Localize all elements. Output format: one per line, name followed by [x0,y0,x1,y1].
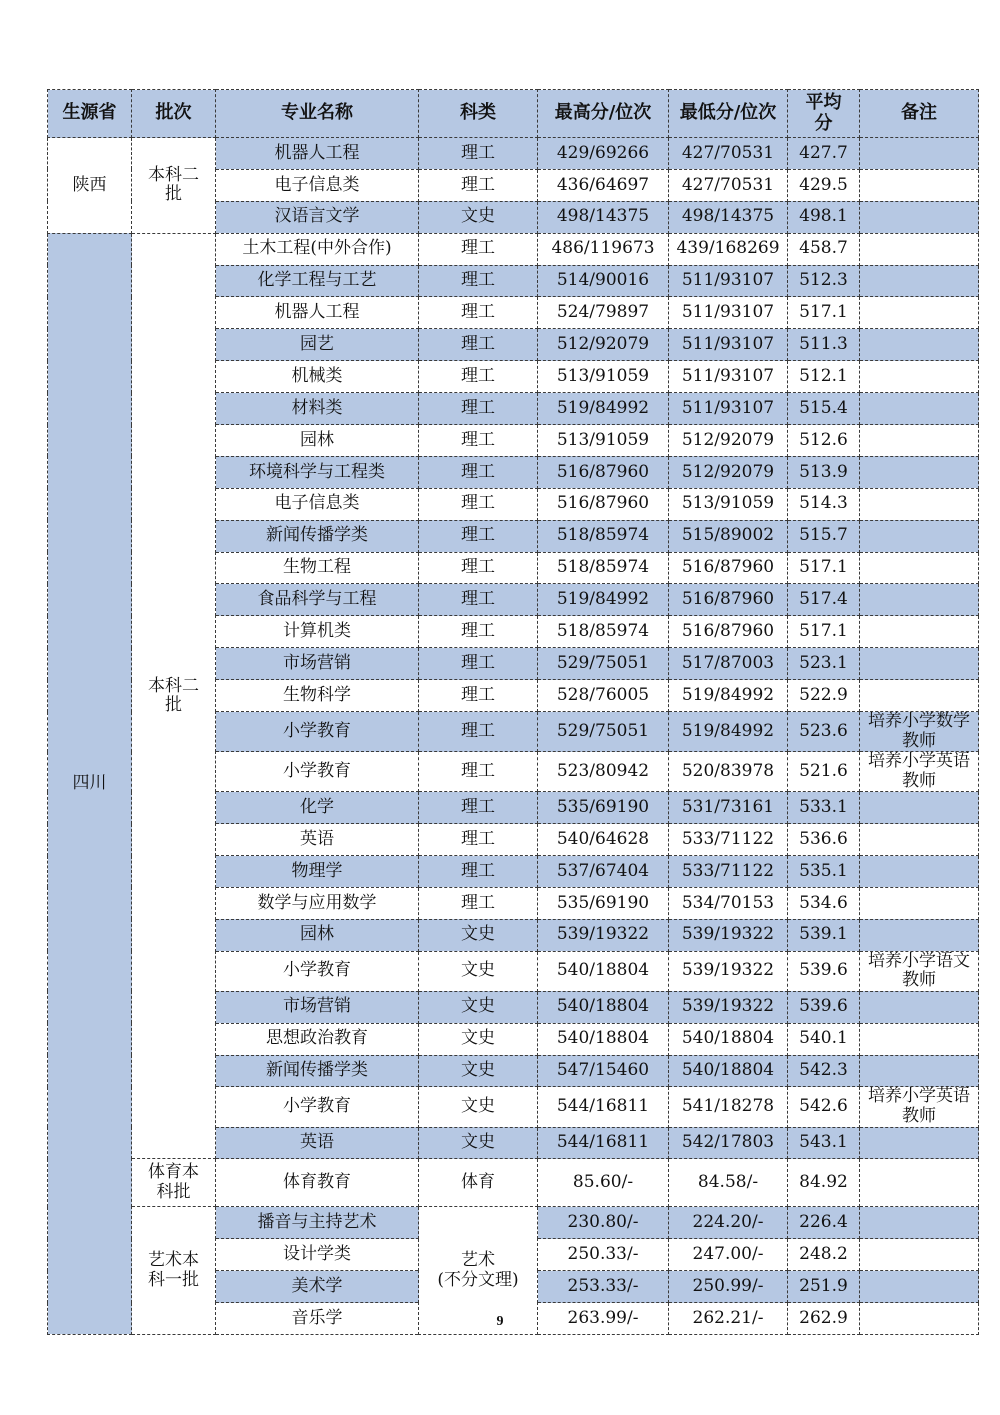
major-cell: 播音与主持艺术 [216,1207,419,1239]
max-score-cell: 519/84992 [538,393,669,425]
avg-score-cell: 515.4 [788,393,860,425]
max-score-cell: 540/18804 [538,951,669,991]
major-cell: 电子信息类 [216,488,419,520]
type-cell: 文史 [419,1023,538,1055]
max-score-cell: 513/91059 [538,361,669,393]
batch-cell: 本科二 批 [132,138,216,234]
max-score-cell: 516/87960 [538,456,669,488]
type-cell: 理工 [419,648,538,680]
type-cell: 理工 [419,169,538,201]
avg-score-cell: 517.1 [788,297,860,329]
avg-score-cell: 522.9 [788,680,860,712]
avg-score-cell: 540.1 [788,1023,860,1055]
min-score-cell: 516/87960 [669,616,788,648]
min-score-cell: 517/87003 [669,648,788,680]
note-cell [860,1239,979,1271]
major-cell: 材料类 [216,393,419,425]
max-score-cell: 230.80/- [538,1207,669,1239]
province-cell: 陕西 [48,138,132,234]
max-score-cell: 250.33/- [538,1239,669,1271]
major-cell: 化学 [216,792,419,824]
major-cell: 生物工程 [216,552,419,584]
max-score-cell: 529/75051 [538,712,669,752]
note-cell [860,680,979,712]
type-cell: 文史 [419,1055,538,1087]
max-score-cell: 540/64628 [538,824,669,856]
type-cell: 理工 [419,752,538,792]
major-cell: 电子信息类 [216,169,419,201]
note-cell [860,616,979,648]
type-cell: 理工 [419,233,538,265]
note-cell [860,201,979,233]
max-score-cell: 547/15460 [538,1055,669,1087]
note-cell [860,361,979,393]
avg-score-cell: 536.6 [788,824,860,856]
note-cell [860,1023,979,1055]
max-score-cell: 516/87960 [538,488,669,520]
major-cell: 新闻传播学类 [216,1055,419,1087]
note-cell: 培养小学英语教师 [860,1087,979,1127]
major-cell: 新闻传播学类 [216,520,419,552]
note-cell: 培养小学数学教师 [860,712,979,752]
major-cell: 思想政治教育 [216,1023,419,1055]
avg-score-cell: 539.6 [788,951,860,991]
max-score-cell: 263.99/- [538,1303,669,1335]
note-cell: 培养小学英语教师 [860,752,979,792]
note-cell [860,425,979,457]
note-cell [860,1159,979,1207]
note-cell [860,991,979,1023]
max-score-cell: 518/85974 [538,520,669,552]
max-score-cell: 540/18804 [538,1023,669,1055]
major-cell: 美术学 [216,1271,419,1303]
major-cell: 小学教育 [216,752,419,792]
header-major: 专业名称 [216,90,419,138]
major-cell: 英语 [216,824,419,856]
min-score-cell: 262.21/- [669,1303,788,1335]
major-cell: 英语 [216,1127,419,1159]
min-score-cell: 512/92079 [669,425,788,457]
min-score-cell: 427/70531 [669,138,788,170]
avg-score-cell: 226.4 [788,1207,860,1239]
note-cell [860,856,979,888]
min-score-cell: 541/18278 [669,1087,788,1127]
min-score-cell: 531/73161 [669,792,788,824]
avg-score-cell: 248.2 [788,1239,860,1271]
note-cell [860,456,979,488]
min-score-cell: 511/93107 [669,265,788,297]
min-score-cell: 512/92079 [669,456,788,488]
max-score-cell: 540/18804 [538,991,669,1023]
batch-cell: 本科二 批 [132,233,216,1159]
type-cell: 理工 [419,488,538,520]
table-row [48,138,979,170]
max-score-cell: 539/19322 [538,919,669,951]
min-score-cell: 539/19322 [669,991,788,1023]
avg-score-cell: 533.1 [788,792,860,824]
type-cell: 理工 [419,425,538,457]
major-cell: 物理学 [216,856,419,888]
max-score-cell: 537/67404 [538,856,669,888]
min-score-cell: 516/87960 [669,552,788,584]
type-cell: 理工 [419,584,538,616]
major-cell: 数学与应用数学 [216,887,419,919]
max-score-cell: 85.60/- [538,1159,669,1207]
note-cell [860,138,979,170]
min-score-cell: 427/70531 [669,169,788,201]
major-cell: 市场营销 [216,648,419,680]
note-cell [860,297,979,329]
type-cell: 理工 [419,297,538,329]
type-cell: 理工 [419,616,538,648]
note-cell [860,887,979,919]
note-cell [860,265,979,297]
min-score-cell: 511/93107 [669,297,788,329]
min-score-cell: 539/19322 [669,919,788,951]
header-province: 生源省 [48,90,132,138]
major-cell: 机械类 [216,361,419,393]
min-score-cell: 516/87960 [669,584,788,616]
max-score-cell: 512/92079 [538,329,669,361]
type-cell: 文史 [419,1087,538,1127]
avg-score-cell: 521.6 [788,752,860,792]
avg-score-cell: 535.1 [788,856,860,888]
avg-score-cell: 542.6 [788,1087,860,1127]
note-cell: 培养小学语文教师 [860,951,979,991]
avg-score-cell: 539.1 [788,919,860,951]
avg-score-cell: 542.3 [788,1055,860,1087]
max-score-cell: 544/16811 [538,1127,669,1159]
note-cell [860,169,979,201]
type-cell: 理工 [419,361,538,393]
type-cell: 理工 [419,680,538,712]
avg-score-cell: 262.9 [788,1303,860,1335]
max-score-cell: 518/85974 [538,616,669,648]
header-min-score: 最低分/位次 [669,90,788,138]
avg-score-cell: 517.4 [788,584,860,616]
type-cell: 文史 [419,919,538,951]
min-score-cell: 519/84992 [669,712,788,752]
major-cell: 计算机类 [216,616,419,648]
note-cell [860,648,979,680]
major-cell: 环境科学与工程类 [216,456,419,488]
note-cell [860,233,979,265]
avg-score-cell: 514.3 [788,488,860,520]
avg-score-cell: 84.92 [788,1159,860,1207]
avg-score-cell: 513.9 [788,456,860,488]
note-cell [860,919,979,951]
min-score-cell: 511/93107 [669,361,788,393]
avg-score-cell: 498.1 [788,201,860,233]
max-score-cell: 519/84992 [538,584,669,616]
header-max-score: 最高分/位次 [538,90,669,138]
table-row [48,1159,979,1207]
max-score-cell: 514/90016 [538,265,669,297]
min-score-cell: 540/18804 [669,1055,788,1087]
max-score-cell: 498/14375 [538,201,669,233]
max-score-cell: 513/91059 [538,425,669,457]
note-cell [860,329,979,361]
type-cell: 文史 [419,951,538,991]
header-note: 备注 [860,90,979,138]
avg-score-cell: 251.9 [788,1271,860,1303]
major-cell: 机器人工程 [216,297,419,329]
note-cell [860,792,979,824]
min-score-cell: 224.20/- [669,1207,788,1239]
min-score-cell: 513/91059 [669,488,788,520]
avg-score-cell: 543.1 [788,1127,860,1159]
major-cell: 体育教育 [216,1159,419,1207]
min-score-cell: 542/17803 [669,1127,788,1159]
type-cell: 文史 [419,1127,538,1159]
note-cell [860,488,979,520]
avg-score-cell: 534.6 [788,887,860,919]
type-cell: 体育 [419,1159,538,1207]
major-cell: 园林 [216,425,419,457]
max-score-cell: 528/76005 [538,680,669,712]
province-cell: 四川 [48,233,132,1334]
max-score-cell: 523/80942 [538,752,669,792]
type-cell: 理工 [419,329,538,361]
major-cell: 园林 [216,919,419,951]
batch-cell: 艺术本 科一批 [132,1207,216,1335]
page-number: 9 [496,1314,504,1329]
min-score-cell: 511/93107 [669,393,788,425]
major-cell: 小学教育 [216,951,419,991]
note-cell [860,552,979,584]
max-score-cell: 253.33/- [538,1271,669,1303]
min-score-cell: 534/70153 [669,887,788,919]
note-cell [860,1271,979,1303]
min-score-cell: 511/93107 [669,329,788,361]
avg-score-cell: 517.1 [788,616,860,648]
max-score-cell: 544/16811 [538,1087,669,1127]
major-cell: 机器人工程 [216,138,419,170]
major-cell: 汉语言文学 [216,201,419,233]
note-cell [860,824,979,856]
max-score-cell: 524/79897 [538,297,669,329]
avg-score-cell: 539.6 [788,991,860,1023]
type-cell: 理工 [419,792,538,824]
min-score-cell: 533/71122 [669,824,788,856]
major-cell: 小学教育 [216,1087,419,1127]
avg-score-cell: 523.6 [788,712,860,752]
major-cell: 音乐学 [216,1303,419,1335]
note-cell [860,393,979,425]
note-cell [860,520,979,552]
avg-score-cell: 511.3 [788,329,860,361]
type-cell: 理工 [419,265,538,297]
header-type: 科类 [419,90,538,138]
note-cell [860,1207,979,1239]
admission-score-table [47,89,979,1335]
header-avg-score: 平均 分 [788,90,860,138]
avg-score-cell: 515.7 [788,520,860,552]
type-cell: 理工 [419,520,538,552]
avg-score-cell: 512.1 [788,361,860,393]
major-cell: 土木工程(中外合作) [216,233,419,265]
major-cell: 小学教育 [216,712,419,752]
batch-cell: 体育本 科批 [132,1159,216,1207]
min-score-cell: 247.00/- [669,1239,788,1271]
avg-score-cell: 517.1 [788,552,860,584]
min-score-cell: 519/84992 [669,680,788,712]
max-score-cell: 529/75051 [538,648,669,680]
min-score-cell: 533/71122 [669,856,788,888]
min-score-cell: 520/83978 [669,752,788,792]
type-cell: 理工 [419,552,538,584]
max-score-cell: 486/119673 [538,233,669,265]
type-cell: 文史 [419,201,538,233]
note-cell [860,1055,979,1087]
max-score-cell: 436/64697 [538,169,669,201]
type-cell: 理工 [419,856,538,888]
min-score-cell: 250.99/- [669,1271,788,1303]
type-cell: 理工 [419,456,538,488]
min-score-cell: 498/14375 [669,201,788,233]
table-row [48,233,979,265]
table-header-row [48,90,979,138]
type-cell: 艺术 (不分文理) [419,1207,538,1335]
major-cell: 化学工程与工艺 [216,265,419,297]
type-cell: 理工 [419,138,538,170]
major-cell: 生物科学 [216,680,419,712]
min-score-cell: 515/89002 [669,520,788,552]
max-score-cell: 535/69190 [538,792,669,824]
type-cell: 理工 [419,887,538,919]
avg-score-cell: 427.7 [788,138,860,170]
avg-score-cell: 458.7 [788,233,860,265]
avg-score-cell: 512.6 [788,425,860,457]
type-cell: 理工 [419,824,538,856]
min-score-cell: 540/18804 [669,1023,788,1055]
table-row [48,1207,979,1239]
max-score-cell: 535/69190 [538,887,669,919]
min-score-cell: 84.58/- [669,1159,788,1207]
type-cell: 理工 [419,712,538,752]
header-batch: 批次 [132,90,216,138]
avg-score-cell: 429.5 [788,169,860,201]
major-cell: 设计学类 [216,1239,419,1271]
major-cell: 园艺 [216,329,419,361]
avg-score-cell: 512.3 [788,265,860,297]
note-cell [860,1127,979,1159]
type-cell: 理工 [419,393,538,425]
min-score-cell: 439/168269 [669,233,788,265]
max-score-cell: 429/69266 [538,138,669,170]
avg-score-cell: 523.1 [788,648,860,680]
note-cell [860,584,979,616]
type-cell: 文史 [419,991,538,1023]
max-score-cell: 518/85974 [538,552,669,584]
major-cell: 食品科学与工程 [216,584,419,616]
major-cell: 市场营销 [216,991,419,1023]
min-score-cell: 539/19322 [669,951,788,991]
